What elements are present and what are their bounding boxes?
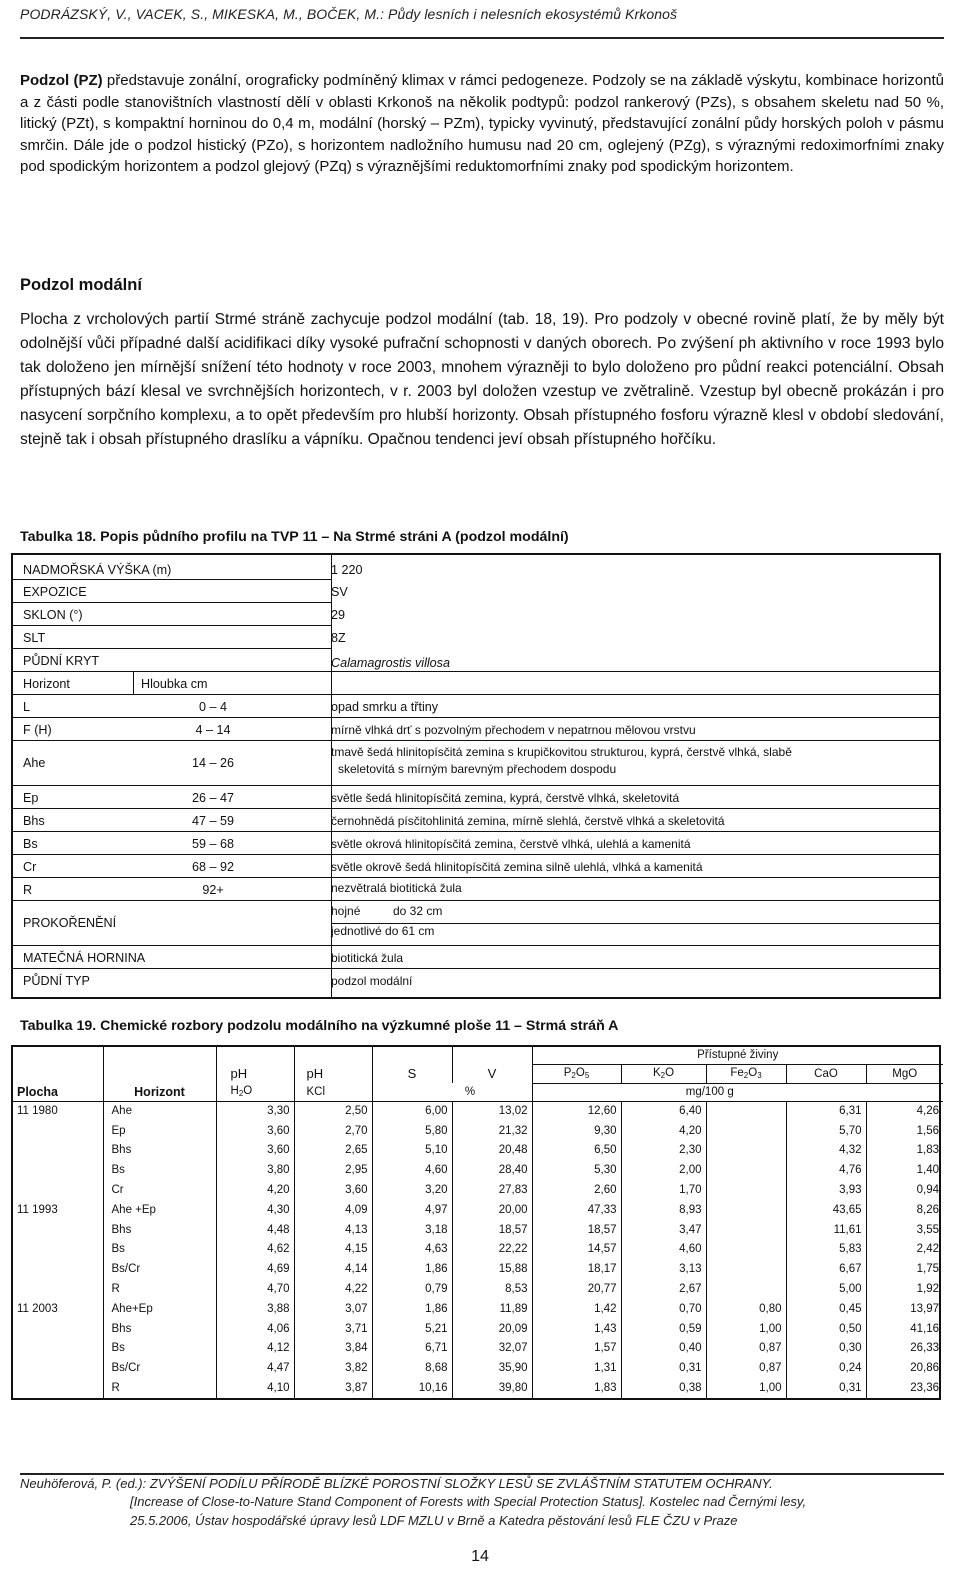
value-cell: 3,71 [294, 1319, 372, 1339]
value-cell [706, 1259, 786, 1279]
value-cell: 3,30 [216, 1101, 294, 1121]
table-row [13, 1378, 943, 1398]
horizont-cell: Ahe+Ep [103, 1299, 216, 1319]
value-cell: 0,31 [786, 1378, 866, 1398]
fe2o3-header: $Fe_2O_3$ [706, 1064, 786, 1083]
value-cell: 6,50 [532, 1141, 621, 1161]
value-cell: 3,80 [216, 1160, 294, 1180]
value-cell: 1,75 [916, 1263, 939, 1276]
plocha-cell: 11 1980 [13, 1101, 103, 1121]
rooting-value-2: jednotlivé do 61 cm [331, 924, 435, 938]
horizon-depth: 26 – 47 [191, 791, 235, 805]
horizon-depth: 14 – 26 [191, 756, 235, 770]
value-cell: 6,71 [372, 1339, 452, 1359]
value-cell: 5,30 [532, 1160, 621, 1180]
value-cell: 2,60 [532, 1180, 621, 1200]
horizon-depth: 47 – 59 [191, 814, 235, 828]
horizon-description: světle šedá hlinitopísčitá zemina, kyprá, čerstvě vlhká, skeletovitá [331, 791, 680, 805]
table19-header-row [13, 1047, 943, 1064]
horizont-cell: Ahe [103, 1101, 216, 1121]
horizon-description: tmavě šedá hlinitopísčitá zemina s krupičkovitou strukturou, kyprá, čerstvě vlhká, slabě [331, 745, 792, 759]
soil-profile-table [11, 553, 941, 999]
value-cell: 4,70 [216, 1279, 294, 1299]
value-cell: 0,59 [621, 1319, 706, 1339]
value-cell: 4,09 [294, 1200, 372, 1220]
horizon-code: Bhs [23, 814, 45, 828]
value-cell [706, 1279, 786, 1299]
p2o5-header: $P_2O_5$ [532, 1064, 621, 1083]
value-cell: 4,97 [372, 1200, 452, 1220]
value-cell: 20,77 [532, 1279, 621, 1299]
horizont-cell: Bhs [103, 1319, 216, 1339]
table-row [13, 1121, 943, 1141]
value-cell: 14,57 [532, 1240, 621, 1260]
horizont-cell: Cr [103, 1180, 216, 1200]
intro-paragraph [20, 70, 944, 178]
value-cell [706, 1240, 786, 1260]
value-cell: 4,69 [216, 1259, 294, 1279]
plocha-cell [13, 1339, 103, 1359]
value-cell: 4,47 [216, 1358, 294, 1378]
value-cell: 2,65 [294, 1141, 372, 1161]
cao-header: CaO [786, 1064, 866, 1083]
value-cell: 4,30 [216, 1200, 294, 1220]
value-cell: 23,36 [910, 1382, 939, 1395]
horizon-code: Ahe [23, 756, 46, 770]
plocha-cell [13, 1141, 103, 1161]
parent-value: biotitická žula [331, 951, 404, 965]
value-cell: 4,13 [294, 1220, 372, 1240]
value-cell: 4,26 [916, 1105, 939, 1118]
value-cell: 0,38 [621, 1378, 706, 1398]
table-row [13, 1358, 943, 1378]
value-cell: 3,18 [372, 1220, 452, 1240]
value-cell: 1,57 [532, 1339, 621, 1359]
value-cell: 20,09 [452, 1319, 532, 1339]
horizon-description-cont: skeletovitá s mírným barevným přechodem dospodu [338, 762, 617, 776]
mgo-header: MgO [866, 1064, 943, 1083]
value-cell: 4,20 [621, 1121, 706, 1141]
value-cell [706, 1101, 786, 1121]
horizont-cell: R [103, 1279, 216, 1299]
value-cell: 1,43 [532, 1319, 621, 1339]
table-row [13, 1180, 943, 1200]
value-cell: 13,97 [910, 1302, 939, 1315]
value-cell: 20,00 [452, 1200, 532, 1220]
value-cell: 5,80 [372, 1121, 452, 1141]
value-cell: 2,00 [621, 1160, 706, 1180]
soiltype-label: PŮDNÍ TYP [23, 974, 90, 988]
value-cell: 2,67 [621, 1279, 706, 1299]
value-cell: 1,00 [706, 1378, 786, 1398]
value-cell: 8,93 [621, 1200, 706, 1220]
s-header: S [372, 1064, 452, 1083]
rooting-value: hojné [331, 904, 361, 918]
horizon-description: světle okrově šedá hlinitopísčitá zemina silně ulehlá, vlhká a kamenitá [331, 860, 703, 874]
plocha-cell [13, 1358, 103, 1378]
table-row [13, 1259, 943, 1279]
horizon-description: světle okrová hlinitopísčitá zemina, čerstvě vlhká, ulehlá a kamenitá [331, 837, 691, 851]
horizont-cell: Ahe +Ep [103, 1200, 216, 1220]
intro-lead: Podzol (PZ) [20, 72, 103, 89]
value-cell: 1,83 [916, 1144, 939, 1157]
horizon-depth: 0 – 4 [198, 700, 227, 714]
horizont-header: Horizont [103, 1083, 216, 1101]
horizon-header: Horizont [23, 677, 70, 691]
plocha-cell [13, 1240, 103, 1260]
value-cell: 8,53 [452, 1279, 532, 1299]
value-cell: 0,31 [621, 1358, 706, 1378]
value-cell: 3,60 [216, 1141, 294, 1161]
value-cell: 15,88 [452, 1259, 532, 1279]
value-cell: 18,57 [452, 1220, 532, 1240]
horizont-cell: Bs/Cr [103, 1358, 216, 1378]
table-row [13, 1101, 943, 1121]
value-cell: 1,56 [916, 1124, 939, 1137]
value-cell: 3,20 [372, 1180, 452, 1200]
running-header: PODRÁZSKÝ, V., VACEK, S., MIKESKA, M., BOČEK, M.: Půdy lesních i nelesních ekosystémů Krkonoš [20, 6, 678, 22]
table-row [13, 1160, 943, 1180]
intro-text: představuje zonální, orograficky podmíněný klimax v rámci pedogeneze. Podzoly se na základě výskytu, kombinace horizontů a z části podle stanovištních vlastností dělí v oblasti Krkonoš na několik podtypů: podzol rankerový (PZs), s obsahem skeletu nad 50 %, litický (PZt), s kompaktní horninou do 0,4 m, modální (horský – PZm), typicky vyvinutý, představující zonální půdy horských poloh v pásmu smrčin. Dále jde o podzol histický (PZo), s horizontem nadložního humusu nad 20 cm, oglejený (PZg), s výraznými redoximorfními znaky pod spodickým horizontem a podzol glejový (PZq) s výraznějšími reduktomorfními znaky pod spodickým horizontem. [20, 72, 944, 176]
value-cell: 8,68 [372, 1358, 452, 1378]
rooting-depth: do 32 cm [393, 904, 443, 918]
value-cell: 4,32 [786, 1141, 866, 1161]
value-cell: 12,60 [532, 1101, 621, 1121]
value-cell: 0,50 [786, 1319, 866, 1339]
value-cell [706, 1200, 786, 1220]
value-cell: 4,48 [216, 1220, 294, 1240]
value-cell: 1,31 [532, 1358, 621, 1378]
k2o-header: $K_2O$ [621, 1064, 706, 1083]
ph-h2o-header: $H_2O$ [216, 1083, 294, 1101]
value-cell: 28,40 [452, 1160, 532, 1180]
header-divider [20, 37, 944, 39]
depth-header: Hloubka cm [141, 677, 208, 691]
footer-citation [20, 1475, 944, 1530]
value-cell: 32,07 [452, 1339, 532, 1359]
plocha-cell [13, 1121, 103, 1141]
footer-line-1: Neuhöferová, P. (ed.): ZVÝŠENÍ PODÍLU PŘÍRODĚ BLÍZKÉ POROSTNÍ SLOŽKY LESŮ SE ZVLÁŠTNÍM STATUTEM OCHRANY. [20, 1476, 773, 1491]
value-cell: 1,42 [532, 1299, 621, 1319]
footer-line-3: 25.5.2006, Ústav hospodářské úpravy lesů LDF MZLU v Brně a Katedra pěstování lesů FLE ČZU v Praze [130, 1512, 738, 1528]
plocha-cell [13, 1279, 103, 1299]
value-cell: 4,14 [294, 1259, 372, 1279]
horizon-description: nezvětralá biotitická žula [331, 881, 462, 895]
value-cell: 47,33 [532, 1200, 621, 1220]
plocha-header: Plocha [13, 1083, 103, 1101]
value-cell: 0,30 [786, 1339, 866, 1359]
horizon-description: mírně vlhká drť s pozvolným přechodem v nepatrnou mělovou vrstvu [331, 723, 696, 737]
mg-unit: mg/100 g [532, 1083, 943, 1101]
value-cell: 4,22 [294, 1279, 372, 1299]
table-row [13, 1279, 943, 1299]
available-nutrients-header: Přístupné živiny [532, 1047, 943, 1064]
plocha-cell [13, 1220, 103, 1240]
value-cell: 1,92 [916, 1283, 939, 1296]
value-cell: 0,94 [916, 1184, 939, 1197]
horizon-depth: 59 – 68 [191, 837, 235, 851]
value-cell: 3,55 [916, 1223, 939, 1236]
plocha-cell: 11 1993 [13, 1200, 103, 1220]
value-cell: 6,00 [372, 1101, 452, 1121]
value-cell: 27,83 [452, 1180, 532, 1200]
ph-header: pH [216, 1064, 294, 1083]
value-cell: 2,42 [916, 1243, 939, 1256]
value-cell: 4,76 [786, 1160, 866, 1180]
horizont-cell: Bs [103, 1240, 216, 1260]
value-cell: 0,40 [621, 1339, 706, 1359]
value-cell: 20,86 [910, 1362, 939, 1375]
parent-label: MATEČNÁ HORNINA [23, 951, 146, 965]
value-cell [706, 1121, 786, 1141]
table-row [13, 1200, 943, 1220]
value-cell: 4,60 [372, 1160, 452, 1180]
value-cell: 2,50 [294, 1101, 372, 1121]
value-cell: 6,67 [786, 1259, 866, 1279]
table-row [13, 1141, 943, 1161]
table-row [13, 1319, 943, 1339]
value-cell: 1,70 [621, 1180, 706, 1200]
plocha-cell [13, 1259, 103, 1279]
horizont-cell: Bhs [103, 1141, 216, 1161]
horizont-cell: Bs [103, 1160, 216, 1180]
value-cell: 18,57 [532, 1220, 621, 1240]
horizon-code: Ep [23, 791, 39, 805]
value-cell: 5,10 [372, 1141, 452, 1161]
horizon-code: Bs [23, 837, 38, 851]
table19-header-row [13, 1083, 943, 1101]
site-value: 1 220 [331, 563, 363, 577]
value-cell: 18,17 [532, 1259, 621, 1279]
value-cell: 22,22 [452, 1240, 532, 1260]
value-cell: 2,70 [294, 1121, 372, 1141]
site-value: 29 [331, 608, 346, 622]
site-value: Calamagrostis villosa [331, 656, 450, 670]
value-cell: 1,00 [706, 1319, 786, 1339]
horizon-depth: 92+ [202, 883, 224, 897]
value-cell: 3,60 [216, 1121, 294, 1141]
value-cell: 3,82 [294, 1358, 372, 1378]
value-cell: 21,32 [452, 1121, 532, 1141]
value-cell: 3,60 [294, 1180, 372, 1200]
site-label: EXPOZICE [23, 585, 87, 599]
value-cell: 5,21 [372, 1319, 452, 1339]
value-cell: 41,16 [910, 1322, 939, 1335]
value-cell: 8,26 [916, 1203, 939, 1216]
plocha-cell [13, 1180, 103, 1200]
plocha-cell [13, 1160, 103, 1180]
table18-caption: Tabulka 18. Popis půdního profilu na TVP 11 – Na Strmé stráni A (podzol modální) [20, 529, 569, 545]
value-cell: 3,84 [294, 1339, 372, 1359]
horizont-cell: Bhs [103, 1220, 216, 1240]
value-cell: 4,60 [621, 1240, 706, 1260]
horizon-depth: 68 – 92 [191, 860, 235, 874]
value-cell: 43,65 [786, 1200, 866, 1220]
plocha-cell: 11 2003 [13, 1299, 103, 1319]
horizont-cell: Bs [103, 1339, 216, 1359]
v-header: V [452, 1064, 532, 1083]
value-cell: 6,40 [621, 1101, 706, 1121]
value-cell: 0,45 [786, 1299, 866, 1319]
value-cell: 4,63 [372, 1240, 452, 1260]
value-cell: 13,02 [452, 1101, 532, 1121]
value-cell: 4,06 [216, 1319, 294, 1339]
value-cell: 5,70 [786, 1121, 866, 1141]
value-cell: 35,90 [452, 1358, 532, 1378]
value-cell: 3,93 [786, 1180, 866, 1200]
value-cell: 4,20 [216, 1180, 294, 1200]
value-cell: 0,24 [786, 1358, 866, 1378]
value-cell: 1,86 [372, 1259, 452, 1279]
section-body: Plocha z vrcholových partií Strmé stráně zachycuje podzol modální (tab. 18, 19). Pro podzoly v obecné rovině platí, že by měly být odolnější vůči případné další acidifikaci díky vysoké pufrační schopnosti v daných oborech. Po zvýšení ph aktivního v roce 1993 bylo tak doloženo jen mírnější snížení této hodnoty v roce 2003, mnohem výrazněji to bylo doloženo pro půdní reakci potenciální. Obsah přístupných bází klesal ve svrchnějších horizontech, v r. 2003 byl doložen vzestup ve zvětralině. Vzestup byl obecně prokázán i pro nasycení sorpčního komplexu, a to opět především pro hlubší horizonty. Obsah přístupného fosforu výrazně klesl v období sledování, stejně tak i obsah přístupného draslíku a vápníku. Opačnou tendenci jeví obsah přístupného hořčíku. [20, 311, 944, 448]
value-cell: 4,62 [216, 1240, 294, 1260]
value-cell: 2,95 [294, 1160, 372, 1180]
section-heading: Podzol modální [20, 276, 142, 294]
table19-header-row [13, 1064, 943, 1083]
value-cell: 4,15 [294, 1240, 372, 1260]
table19-caption: Tabulka 19. Chemické rozbory podzolu modálního na výzkumné ploše 11 – Strmá stráň A [20, 1018, 619, 1034]
kcl-header: KCl [294, 1083, 372, 1101]
horizon-description: černohnědá písčitohlinitá zemina, mírně slehlá, čerstvě vlhká a skeletovitá [331, 814, 725, 828]
value-cell: 3,13 [621, 1259, 706, 1279]
site-label: NADMOŘSKÁ VÝŠKA (m) [23, 563, 172, 577]
value-cell: 3,47 [621, 1220, 706, 1240]
value-cell: 1,83 [532, 1378, 621, 1398]
value-cell: 0,80 [706, 1299, 786, 1319]
site-label: SKLON (°) [23, 608, 83, 622]
site-row [13, 579, 939, 599]
value-cell: 4,10 [216, 1378, 294, 1398]
plocha-cell [13, 1319, 103, 1339]
value-cell: 1,40 [916, 1164, 939, 1177]
value-cell [706, 1160, 786, 1180]
ph-kcl-header: pH [294, 1064, 372, 1083]
value-cell: 5,00 [786, 1279, 866, 1299]
value-cell [706, 1141, 786, 1161]
value-cell: 2,30 [621, 1141, 706, 1161]
horizont-cell: Ep [103, 1121, 216, 1141]
table-row [13, 1220, 943, 1240]
chemical-analysis-table [11, 1045, 941, 1400]
horizon-code: Cr [23, 860, 37, 874]
value-cell: 5,83 [786, 1240, 866, 1260]
value-cell: 4,12 [216, 1339, 294, 1359]
site-value: SV [331, 585, 348, 599]
horizon-code: R [23, 883, 33, 897]
horizon-description: opad smrku a třtiny [331, 700, 439, 714]
horizon-depth: 4 – 14 [195, 723, 231, 737]
site-value: 8Z [331, 631, 346, 645]
soiltype-value: podzol modální [331, 974, 413, 988]
table-row [13, 1339, 943, 1359]
value-cell: 6,31 [786, 1101, 866, 1121]
value-cell: 0,87 [706, 1339, 786, 1359]
value-cell: 10,16 [372, 1378, 452, 1398]
rooting-label: PROKOŘENĚNÍ [23, 916, 117, 930]
value-cell: 3,87 [294, 1378, 372, 1398]
horizon-code: L [23, 700, 31, 714]
footer-line-2: [Increase of Close-to-Nature Stand Component of Forests with Special Protection Status]. Kostelec nad Černými lesy, [130, 1494, 807, 1510]
horizont-cell: R [103, 1378, 216, 1398]
value-cell: 0,87 [706, 1358, 786, 1378]
value-cell: 9,30 [532, 1121, 621, 1141]
table18-horizon-divider [133, 671, 134, 694]
value-cell: 3,07 [294, 1299, 372, 1319]
site-label: SLT [23, 631, 46, 645]
value-cell [706, 1180, 786, 1200]
value-cell [706, 1220, 786, 1240]
table-row [13, 1240, 943, 1260]
horizont-cell: Bs/Cr [103, 1259, 216, 1279]
horizon-code: F (H) [23, 723, 52, 737]
table-row [13, 1299, 943, 1319]
value-cell: 20,48 [452, 1141, 532, 1161]
plocha-cell [13, 1378, 103, 1398]
value-cell: 0,70 [621, 1299, 706, 1319]
value-cell: 11,89 [452, 1299, 532, 1319]
page-number: 14 [471, 1548, 489, 1565]
value-cell: 39,80 [452, 1378, 532, 1398]
value-cell: 11,61 [786, 1220, 866, 1240]
value-cell: 1,86 [372, 1299, 452, 1319]
site-label: PŮDNÍ KRYT [23, 654, 100, 668]
horizon-row [13, 740, 939, 785]
value-cell: 26,33 [910, 1342, 939, 1355]
value-cell: 0,79 [372, 1279, 452, 1299]
percent-unit: % [372, 1083, 532, 1101]
value-cell: 3,88 [216, 1299, 294, 1319]
